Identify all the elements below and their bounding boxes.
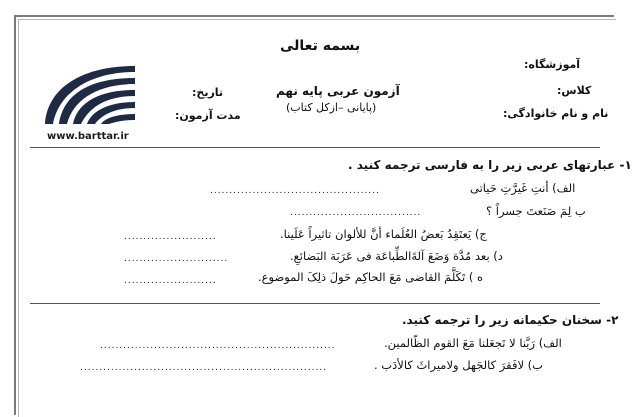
q1-answer-line-3[interactable]: ........................ [124, 232, 217, 242]
q2-answer-line-2[interactable]: ................................................................ [80, 363, 328, 373]
section-divider [30, 303, 600, 304]
q2-item-1: الف) رَبَّنا لا تَجعَلنا مَعَ القوم الظّالمین. [384, 336, 562, 350]
q2-item-2: ب) لافَقرَ کالجَهل ولامیراثَ کالأدَب . [374, 358, 543, 372]
q1-title: ۱- عبارتهای عربی زیر را به فارسی ترجمه کنید . [348, 158, 632, 172]
page-title: بسمه تعالی [280, 38, 361, 54]
barttar-logo-icon [39, 62, 139, 130]
q1-answer-line-2[interactable]: .................................. [290, 208, 422, 218]
website-link[interactable]: www.barttar.ir [47, 131, 129, 142]
date-label: تاریخ: [192, 86, 224, 99]
q1-answer-line-4[interactable]: ........................... [124, 254, 229, 264]
q1-answer-line-5[interactable]: ........................ [124, 276, 217, 286]
class-label: کلاس: [557, 84, 592, 97]
exam-subtitle: (پایانی –ازکل کتاب) [286, 101, 377, 114]
q1-item-2: ب لِمَ صَنَعتَ جسراً ؟ [486, 204, 586, 218]
exam-title: آزمون عربی پایه نهم [276, 84, 400, 98]
header-divider [30, 147, 600, 148]
q1-item-5: ه ) تَکَلَّمَ القاضی مَعَ الحاکِم حَولَ ذلِکَ الموضوع. [258, 270, 484, 284]
duration-label: مدت آزمون: [175, 109, 241, 122]
q1-item-4: د) بعد مُدَّة وَضَعَ آلةَالطِّباعَة فی عَرَبَة البَضائعِ. [290, 249, 503, 263]
school-label: آموزشگاه: [524, 58, 581, 71]
q2-answer-line-1[interactable]: ............................................................. [100, 341, 336, 351]
q1-answer-line-1[interactable]: ............................................ [210, 186, 380, 196]
q1-item-3: ج) یَعتَقِدُ بَعضُ العُلَماء أنَّ للألوان تاثیراً عَلَینا. [280, 227, 487, 241]
q2-title: ۲- سخنان حکیمانه زیر را ترجمه کنید. [402, 313, 619, 327]
student-name-label: نام و نام خانوادگی: [503, 107, 609, 120]
q1-item-1: الف) أنتِ غَیرَّتِ حَیاتی [470, 181, 576, 195]
